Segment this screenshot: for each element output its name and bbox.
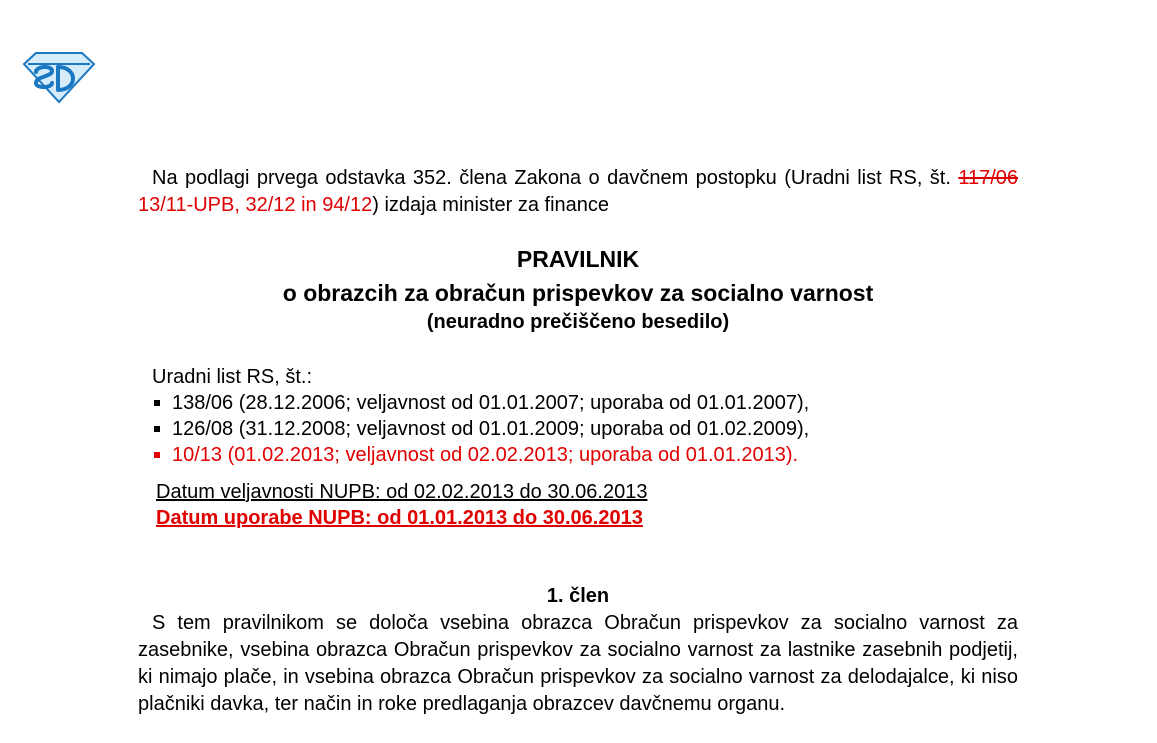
use-date: Datum uporabe NUPB: od 01.01.2013 do 30.06.2013: [156, 507, 643, 529]
article-body: S tem pravilnikom se določa vsebina obrazca Obračun prispevkov za socialno varnost za zasebnike, vsebina obrazca Obračun prispevkov za socialno varnost za lastnike zasebnih podjetij, ki nimajo plače, in vsebina obrazca Obračun prispevkov za socialno varnost za delodajalce, ki niso plačniki davka, ter način in roke predlaganja obrazcev davčnemu organu.: [138, 612, 1018, 715]
document-note: (neuradno prečiščeno besedilo): [426, 311, 730, 333]
gazette-item: 138/06 (28.12.2006; veljavnost od 01.01.2007; uporaba od 01.01.2007),: [152, 390, 809, 416]
intro-red-reference: 13/11-UPB, 32/12 in 94/12: [138, 194, 373, 216]
gazette-item: 126/08 (31.12.2008; veljavnost od 01.01.2009; uporaba od 01.02.2009),: [152, 416, 809, 442]
intro-text-2: ) izdaja minister za finance: [372, 194, 610, 216]
article-title: 1. člen: [546, 585, 610, 607]
gazette-list: [152, 364, 809, 468]
intro-text-1: Na podlagi prvega odstavka 352. člena Zakona o davčnem postopku (Uradni list RS, št.: [152, 167, 959, 189]
gazette-heading: Uradni list RS, št.:: [152, 366, 313, 388]
document-subtitle: o obrazcih za obračun prispevkov za socialno varnost: [282, 280, 874, 306]
intro-paragraph: [138, 165, 1018, 219]
intro-struck-reference: 117/06: [958, 167, 1018, 189]
document-title: PRAVILNIK: [516, 246, 640, 272]
validity-date: Datum veljavnosti NUPB: od 02.02.2013 do 30.06.2013: [156, 481, 648, 503]
sd-logo-icon: [22, 50, 96, 104]
gazette-item: 10/13 (01.02.2013; veljavnost od 02.02.2013; uporaba od 01.01.2013).: [152, 442, 809, 468]
